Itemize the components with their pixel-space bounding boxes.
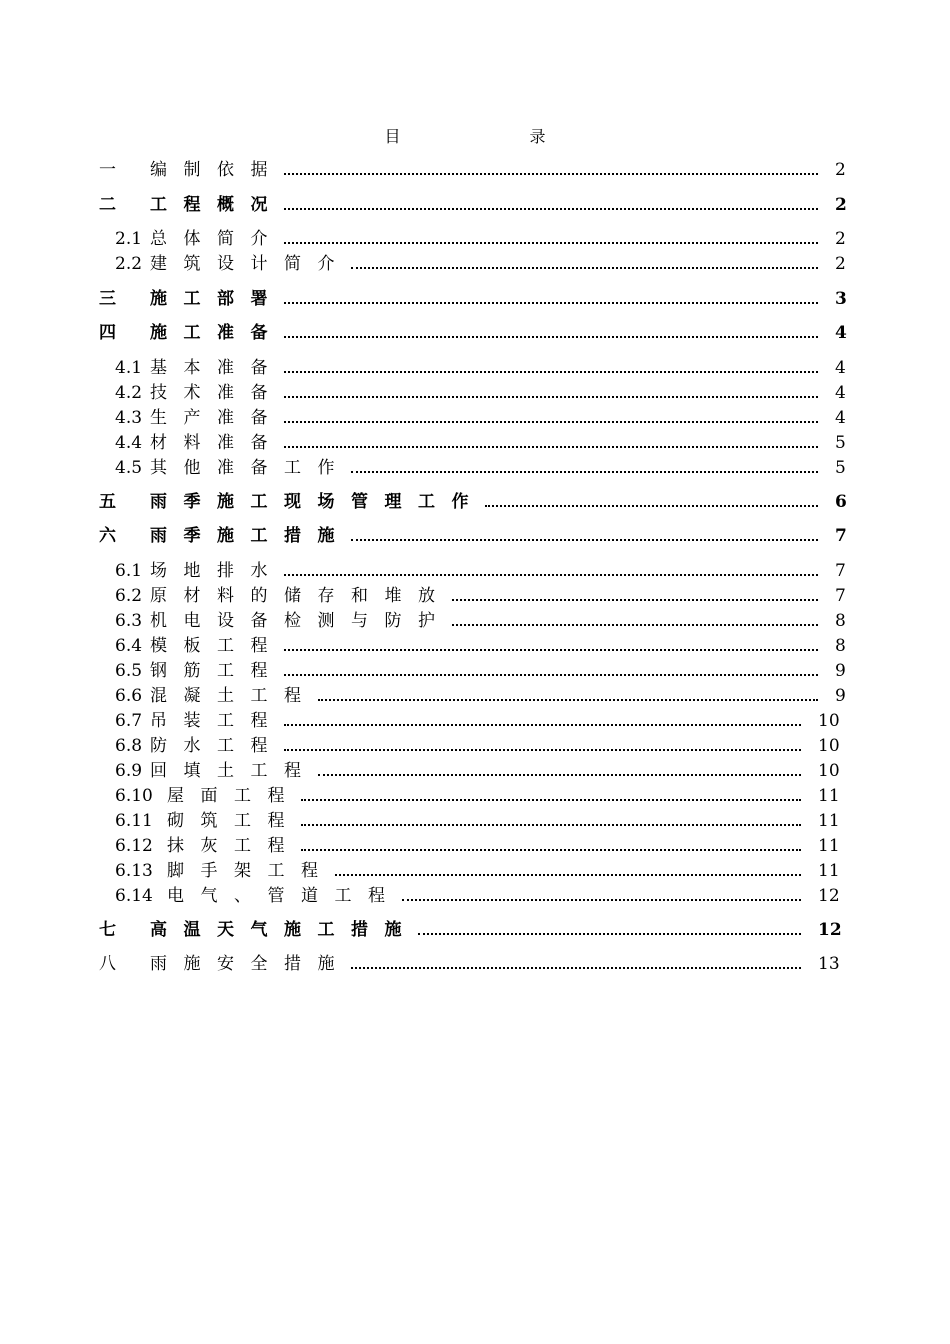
toc-entry-label: 吊装工程 bbox=[150, 711, 284, 731]
toc-dot-leader bbox=[452, 599, 819, 601]
toc-entry-number: 6.8 bbox=[115, 736, 143, 756]
toc-entry[interactable] bbox=[0, 659, 950, 683]
toc-entry-number: 6.13 bbox=[115, 861, 153, 881]
toc-dot-leader bbox=[284, 396, 818, 398]
toc-entry-label: 屋面工程 bbox=[167, 786, 301, 806]
toc-entry[interactable] bbox=[0, 918, 950, 942]
toc-entry-label: 基本准备 bbox=[150, 358, 284, 378]
toc-entry-page: 6 bbox=[835, 492, 847, 512]
toc-entry[interactable] bbox=[0, 609, 950, 633]
toc-entry-label: 建筑设计简介 bbox=[150, 254, 351, 274]
toc-entry-number: 6.7 bbox=[115, 711, 143, 731]
toc-dot-leader bbox=[284, 336, 818, 338]
toc-entry-label: 总体简介 bbox=[150, 229, 284, 249]
toc-entry-label: 高温天气施工措施 bbox=[150, 920, 418, 940]
toc-entry-page: 5 bbox=[835, 458, 846, 478]
toc-dot-leader bbox=[351, 471, 818, 473]
toc-entry-page: 12 bbox=[818, 886, 840, 906]
toc-entry-number: 6.14 bbox=[115, 886, 153, 906]
toc-entry[interactable] bbox=[0, 381, 950, 405]
toc-entry-page: 8 bbox=[835, 636, 846, 656]
toc-entry-number: 6.4 bbox=[115, 636, 143, 656]
toc-entry-page: 10 bbox=[818, 761, 840, 781]
toc-entry-label: 脚手架工程 bbox=[167, 861, 335, 881]
toc-entry[interactable] bbox=[0, 559, 950, 583]
toc-entry[interactable] bbox=[0, 784, 950, 808]
toc-entry[interactable] bbox=[0, 759, 950, 783]
toc-dot-leader bbox=[452, 624, 819, 626]
toc-entry-label: 砌筑工程 bbox=[167, 811, 301, 831]
toc-entry-label: 雨季施工现场管理工作 bbox=[150, 492, 485, 512]
toc-entry-label: 工程概况 bbox=[150, 195, 284, 215]
toc-title: 目 录 bbox=[384, 127, 608, 146]
toc-dot-leader bbox=[284, 371, 818, 373]
toc-entry[interactable] bbox=[0, 456, 950, 480]
toc-entry-number: 4.2 bbox=[115, 383, 143, 403]
toc-dot-leader bbox=[418, 933, 801, 935]
toc-dot-leader bbox=[318, 774, 802, 776]
toc-dot-leader bbox=[284, 302, 818, 304]
toc-entry-page: 9 bbox=[835, 686, 846, 706]
toc-entry[interactable] bbox=[0, 859, 950, 883]
toc-entry-label: 技术准备 bbox=[150, 383, 284, 403]
toc-entry-page: 11 bbox=[818, 811, 840, 831]
toc-entry-label: 钢筋工程 bbox=[150, 661, 284, 681]
toc-dot-leader bbox=[301, 824, 801, 826]
toc-entry[interactable] bbox=[0, 709, 950, 733]
toc-entry-page: 11 bbox=[818, 786, 840, 806]
toc-entry-number: 七 bbox=[99, 920, 116, 940]
toc-entry-page: 10 bbox=[818, 736, 840, 756]
toc-entry-number: 6.11 bbox=[115, 811, 153, 831]
toc-entry[interactable] bbox=[0, 634, 950, 658]
toc-entry-number: 6.2 bbox=[115, 586, 143, 606]
toc-dot-leader bbox=[351, 267, 818, 269]
toc-entry-label: 生产准备 bbox=[150, 408, 284, 428]
toc-entry-page: 8 bbox=[835, 611, 846, 631]
toc-entry[interactable] bbox=[0, 158, 950, 182]
toc-entry[interactable] bbox=[0, 356, 950, 380]
toc-dot-leader bbox=[284, 446, 818, 448]
toc-entry-number: 一 bbox=[99, 160, 116, 180]
toc-entry[interactable] bbox=[0, 287, 950, 311]
toc-dot-leader bbox=[284, 208, 818, 210]
toc-dot-leader bbox=[318, 699, 819, 701]
toc-entry-label: 施工准备 bbox=[150, 323, 284, 343]
toc-entry[interactable] bbox=[0, 406, 950, 430]
toc-entry-label: 雨季施工措施 bbox=[150, 526, 351, 546]
toc-dot-leader bbox=[284, 749, 801, 751]
toc-entry-page: 11 bbox=[818, 861, 840, 881]
toc-entry-page: 4 bbox=[835, 383, 846, 403]
toc-entry-label: 回填土工程 bbox=[150, 761, 318, 781]
toc-entry-page: 2 bbox=[835, 160, 846, 180]
toc-entry-number: 6.10 bbox=[115, 786, 153, 806]
toc-entry-number: 2.1 bbox=[115, 229, 143, 249]
toc-dot-leader bbox=[284, 724, 801, 726]
toc-entry[interactable] bbox=[0, 524, 950, 548]
toc-entry-page: 2 bbox=[835, 254, 846, 274]
toc-entry[interactable] bbox=[0, 252, 950, 276]
toc-entry-number: 6.6 bbox=[115, 686, 143, 706]
toc-entry-page: 4 bbox=[835, 323, 847, 343]
toc-entry-number: 6.3 bbox=[115, 611, 143, 631]
toc-entry-number: 4.3 bbox=[115, 408, 143, 428]
toc-dot-leader bbox=[284, 173, 818, 175]
toc-entry-number: 4.5 bbox=[115, 458, 143, 478]
toc-entry-page: 7 bbox=[835, 586, 846, 606]
toc-entry[interactable] bbox=[0, 952, 950, 976]
toc-entry-number: 2.2 bbox=[115, 254, 143, 274]
toc-entry-page: 13 bbox=[818, 954, 840, 974]
toc-entry[interactable] bbox=[0, 684, 950, 708]
toc-dot-leader bbox=[335, 874, 802, 876]
toc-entry-label: 雨施安全措施 bbox=[150, 954, 351, 974]
toc-dot-leader bbox=[284, 242, 818, 244]
toc-entry-label: 施工部署 bbox=[150, 289, 284, 309]
toc-dot-leader bbox=[351, 539, 818, 541]
toc-entry-label: 编制依据 bbox=[150, 160, 284, 180]
toc-entry-label: 原材料的储存和堆放 bbox=[150, 586, 452, 606]
toc-entry-number: 六 bbox=[99, 526, 116, 546]
toc-entry-number: 三 bbox=[99, 289, 116, 309]
toc-entry-page: 2 bbox=[835, 229, 846, 249]
toc-dot-leader bbox=[485, 505, 818, 507]
toc-entry-page: 7 bbox=[835, 526, 847, 546]
toc-entry-number: 二 bbox=[99, 195, 116, 215]
toc-entry-page: 2 bbox=[835, 195, 847, 215]
toc-dot-leader bbox=[301, 799, 801, 801]
toc-entry-number: 6.9 bbox=[115, 761, 143, 781]
toc-entry-label: 材料准备 bbox=[150, 433, 284, 453]
toc-entry-page: 4 bbox=[835, 408, 846, 428]
toc-entry-page: 5 bbox=[835, 433, 846, 453]
toc-entry[interactable] bbox=[0, 884, 950, 908]
toc-entry-label: 场地排水 bbox=[150, 561, 284, 581]
toc-entry-label: 机电设备检测与防护 bbox=[150, 611, 452, 631]
toc-entry-number: 4.4 bbox=[115, 433, 143, 453]
toc-entry[interactable] bbox=[0, 584, 950, 608]
toc-entry-number: 八 bbox=[99, 954, 116, 974]
toc-entry[interactable] bbox=[0, 193, 950, 217]
toc-entry[interactable] bbox=[0, 490, 950, 514]
toc-entry-label: 混凝土工程 bbox=[150, 686, 318, 706]
toc-entry-page: 9 bbox=[835, 661, 846, 681]
toc-entry-number: 五 bbox=[99, 492, 116, 512]
toc-entry-number: 6.1 bbox=[115, 561, 143, 581]
toc-entry-number: 6.12 bbox=[115, 836, 153, 856]
toc-entry-number: 4.1 bbox=[115, 358, 143, 378]
toc-entry-number: 四 bbox=[99, 323, 116, 343]
toc-entry-page: 12 bbox=[818, 920, 842, 940]
toc-dot-leader bbox=[351, 967, 801, 969]
toc-dot-leader bbox=[402, 899, 802, 901]
toc-dot-leader bbox=[301, 849, 801, 851]
toc-entry-page: 11 bbox=[818, 836, 840, 856]
toc-entry[interactable] bbox=[0, 431, 950, 455]
toc-entry-number: 6.5 bbox=[115, 661, 143, 681]
toc-entry-label: 其他准备工作 bbox=[150, 458, 351, 478]
toc-entry[interactable] bbox=[0, 734, 950, 758]
toc-entry-label: 电气、管道工程 bbox=[167, 886, 402, 906]
toc-entry-label: 防水工程 bbox=[150, 736, 284, 756]
toc-dot-leader bbox=[284, 674, 818, 676]
toc-entry-page: 3 bbox=[835, 289, 847, 309]
toc-entry[interactable] bbox=[0, 321, 950, 345]
toc-entry-label: 模板工程 bbox=[150, 636, 284, 656]
toc-dot-leader bbox=[284, 574, 818, 576]
toc-entry[interactable] bbox=[0, 227, 950, 251]
toc-entry-page: 7 bbox=[835, 561, 846, 581]
toc-dot-leader bbox=[284, 649, 818, 651]
toc-entry-label: 抹灰工程 bbox=[167, 836, 301, 856]
toc-dot-leader bbox=[284, 421, 818, 423]
toc-entry-page: 4 bbox=[835, 358, 846, 378]
toc-entry[interactable] bbox=[0, 834, 950, 858]
toc-entry-page: 10 bbox=[818, 711, 840, 731]
toc-entry[interactable] bbox=[0, 809, 950, 833]
